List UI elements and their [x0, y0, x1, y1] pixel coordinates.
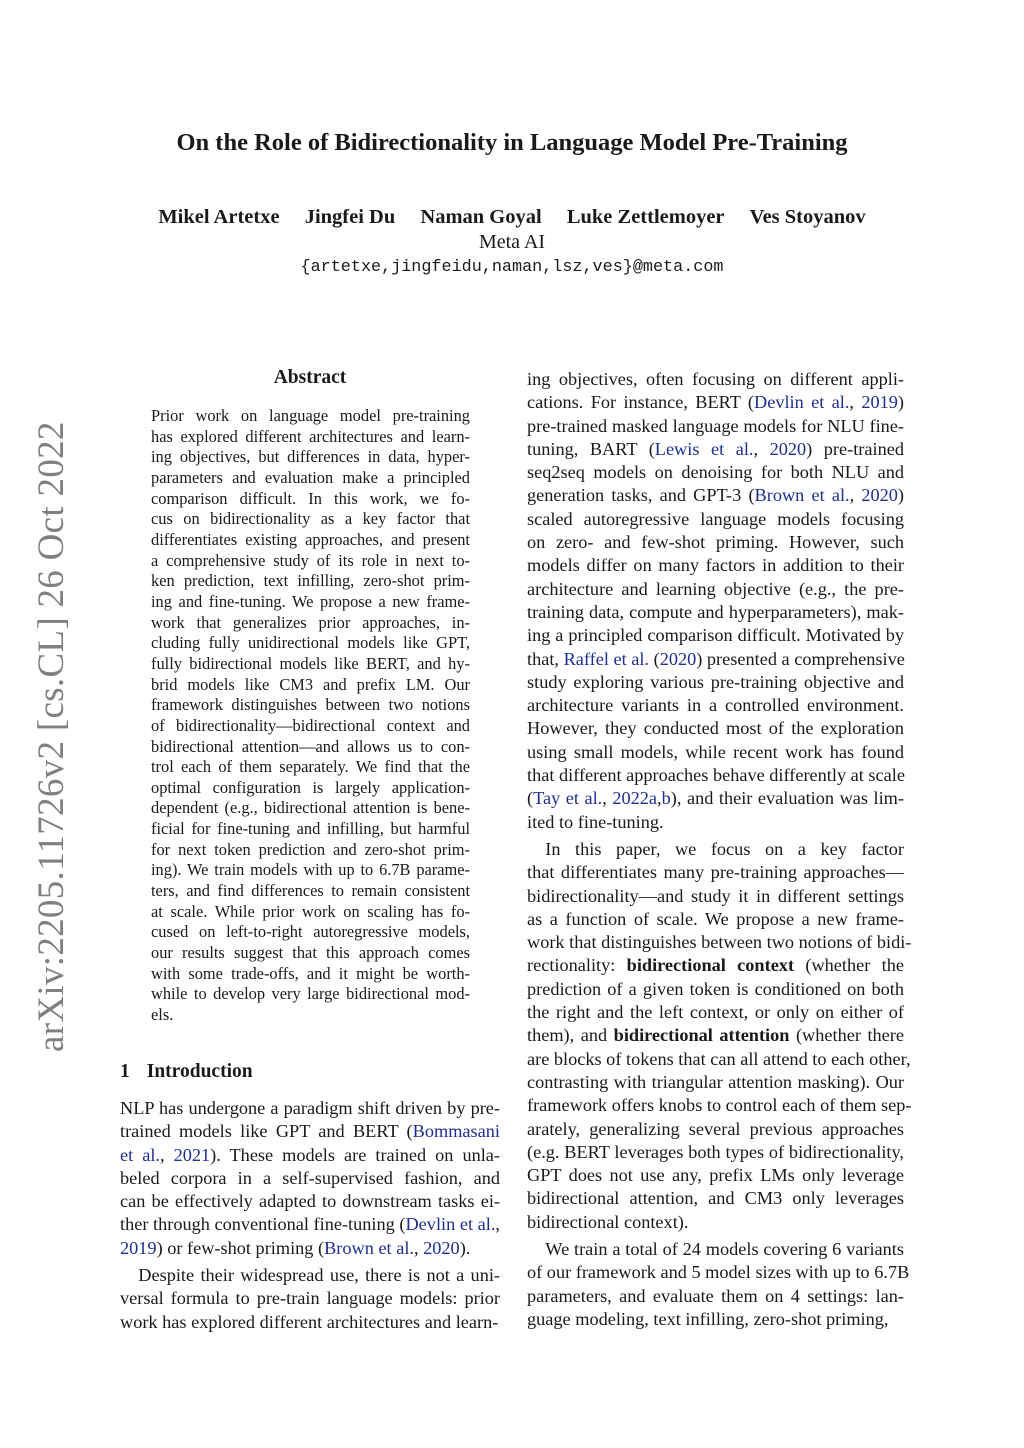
- author-name: Mikel Artetxe: [158, 206, 280, 228]
- text-line: that different approaches behave differently at scale: [527, 765, 905, 786]
- text-line: et al., 2021). These models are trained on unla-: [120, 1144, 501, 1165]
- text-line: pre-trained masked language models for NLU fine-: [527, 415, 904, 436]
- text-line: with some trade-offs, and it might be worth-: [151, 963, 470, 983]
- text-line: them), and bidirectional attention (whether there: [527, 1025, 904, 1046]
- citation-link[interactable]: 2020: [861, 485, 898, 506]
- affiliation: Meta AI: [478, 231, 546, 253]
- bold-term: bidirectional attention: [613, 1025, 790, 1046]
- abstract-body: [151, 406, 470, 1026]
- text-line: our results suggest that this approach comes: [151, 943, 470, 963]
- text-line: can be effectively adapted to downstream tasks ei-: [120, 1191, 500, 1212]
- text-line: are blocks of tokens that can all attend to each other,: [527, 1048, 911, 1069]
- text-line: using small models, while recent work has found: [527, 741, 904, 762]
- text-line: We train a total of 24 models covering 6 variants: [527, 1238, 904, 1259]
- text-line: models differ on many factors in addition to their: [527, 555, 904, 576]
- text-line: framework offers knobs to control each of them sep-: [527, 1095, 912, 1116]
- text-line: versal formula to pre-train language models: prior: [120, 1288, 500, 1309]
- text-line: cused on left-to-right autoregressive models,: [151, 922, 470, 942]
- text-line: cus on bidirectionality as a key factor that: [151, 509, 470, 529]
- text-line: comparison difficult. In this work, we fo-: [151, 488, 470, 508]
- text-line: ther through conventional fine-tuning (Devlin et al.,: [120, 1214, 500, 1235]
- text-line: ters, and find differences to remain consistent: [151, 881, 470, 901]
- citation-link[interactable]: 2021: [173, 1144, 211, 1165]
- citation-link[interactable]: Brown et al.: [324, 1237, 414, 1258]
- citation-link[interactable]: 2020: [769, 438, 807, 459]
- text-line: Despite their widespread use, there is not a uni-: [120, 1265, 500, 1286]
- citation-link[interactable]: 2022a: [612, 788, 658, 809]
- paragraph: [527, 368, 904, 834]
- citation-link[interactable]: Brown et al.: [754, 485, 850, 506]
- text-line: bidirectional context).: [527, 1211, 689, 1232]
- text-line: ing a principled comparison difficult. Motivated by: [527, 625, 904, 646]
- text-line: fully bidirectional models like BERT, and hy-: [151, 653, 470, 673]
- text-line: dependent (e.g., bidirectional attention is bene-: [151, 798, 470, 818]
- text-line: ing objectives, often focusing on different appli-: [527, 369, 904, 389]
- text-line: cluding fully unidirectional models like GPT,: [151, 633, 470, 653]
- bold-term: bidirectional context: [626, 955, 795, 976]
- text-line: of our framework and 5 model sizes with up to 6.7B: [527, 1262, 910, 1283]
- paragraph: [527, 1238, 910, 1331]
- author-name: Jingfei Du: [304, 206, 396, 228]
- citation-link[interactable]: Devlin et al.: [754, 392, 850, 413]
- text-line: optimal configuration is largely application-: [151, 777, 470, 797]
- text-line: of bidirectionality—bidirectional context and: [151, 715, 470, 735]
- text-line: that, Raffel et al. (2020) presented a comprehensive: [527, 648, 905, 669]
- text-line: ing and fine-tuning. We propose a new frame-: [151, 591, 470, 611]
- left-column-body: [120, 1097, 500, 1334]
- text-line: ing). We train models with up to 6.7B parame-: [151, 860, 470, 880]
- text-line: (e.g. BERT leverages both types of bidirectionality,: [527, 1141, 904, 1162]
- section-number: 1: [120, 1061, 130, 1082]
- text-line: prediction of a given token is conditioned on both: [527, 978, 904, 999]
- text-line: Prior work on language model pre-training: [151, 406, 470, 425]
- text-line: bidirectional attention—and allows us to con-: [151, 736, 470, 756]
- abstract-heading: Abstract: [273, 367, 347, 388]
- paragraph: [120, 1097, 500, 1260]
- text-line: brid models like CM3 and prefix LM. Our: [151, 674, 470, 694]
- citation-link[interactable]: 2020: [659, 648, 697, 669]
- text-line: ited to fine-tuning.: [527, 811, 664, 832]
- author-emails: {artetxe,jingfeidu,naman,lsz,ves}@meta.com: [300, 258, 724, 277]
- text-line: scaled autoregressive language models focusing: [527, 508, 904, 529]
- author-name: Naman Goyal: [420, 206, 542, 228]
- text-line: the right and the left context, or only on either of: [527, 1002, 904, 1023]
- citation-link[interactable]: Bommasani: [412, 1121, 500, 1142]
- text-line: guage modeling, text infilling, zero-shot priming,: [527, 1308, 889, 1329]
- citation-link[interactable]: b: [661, 788, 671, 809]
- text-line: tuning, BART (Lewis et al., 2020) pre-trained: [527, 438, 904, 459]
- citation-link[interactable]: Raffel et al.: [563, 648, 650, 669]
- text-line: architecture variants in a controlled environment.: [527, 695, 904, 716]
- text-line: contrasting with triangular attention masking). Our: [527, 1071, 904, 1092]
- text-line: trol each of them separately. We find that the: [151, 757, 470, 777]
- text-line: However, they conducted most of the exploration: [527, 718, 904, 739]
- text-line: beled corpora in a self-supervised fashion, and: [120, 1167, 500, 1188]
- paper-title: On the Role of Bidirectionality in Language Model Pre-Training: [176, 129, 848, 156]
- citation-link[interactable]: Tay et al.: [533, 788, 603, 809]
- text-line: differentiates existing approaches, and present: [151, 529, 470, 549]
- text-line: that differentiates many pre-training approaches—: [527, 862, 904, 883]
- author-name: Ves Stoyanov: [749, 206, 866, 228]
- text-line: bidirectional attention, and CM3 only leverages: [527, 1188, 904, 1209]
- text-line: framework distinguishes between two notions: [151, 695, 470, 715]
- text-line: In this paper, we focus on a key factor: [527, 838, 904, 859]
- author-list: [0, 206, 1024, 229]
- text-line: parameters and evaluation make a principled: [151, 467, 470, 487]
- citation-link[interactable]: 2019: [120, 1237, 157, 1258]
- text-line: work that distinguishes between two notions of bidi-: [527, 932, 912, 953]
- text-line: (Tay et al., 2022a,b), and their evaluation was lim-: [527, 788, 904, 809]
- text-line: arately, generalizing several previous approaches: [527, 1118, 904, 1139]
- text-line: architecture and learning objective (e.g., the pre-: [527, 578, 904, 599]
- text-line: a comprehensive study of its role in next to-: [151, 550, 470, 570]
- paragraph: [120, 1264, 500, 1334]
- citation-link[interactable]: Lewis et al.: [654, 438, 754, 459]
- text-line: ken prediction, text infilling, zero-shot prim-: [151, 571, 470, 591]
- text-line: ficial for fine-tuning and infilling, but harmful: [151, 819, 470, 839]
- text-line: generation tasks, and GPT-3 (Brown et al., 2020): [527, 485, 904, 506]
- text-line: as a function of scale. We propose a new frame-: [527, 908, 904, 929]
- section-heading-introduction: [120, 1061, 253, 1083]
- text-line: training data, compute and hyperparameters), mak-: [527, 601, 904, 622]
- text-line: study exploring various pre-training objective and: [527, 671, 904, 692]
- paragraph: [527, 838, 912, 1234]
- text-line: for next token prediction and zero-shot prim-: [151, 839, 470, 859]
- text-line: bidirectionality—and study it in different settings: [527, 885, 904, 906]
- text-line: has explored different architectures and learn-: [151, 426, 470, 446]
- text-line: trained models like GPT and BERT (Bommasani: [120, 1121, 500, 1142]
- text-line: on zero- and few-shot priming. However, such: [527, 532, 904, 553]
- citation-link[interactable]: 2020: [423, 1237, 460, 1258]
- text-line: seq2seq models on denoising for both NLU and: [527, 462, 904, 483]
- text-line: work that generalizes prior approaches, in-: [151, 612, 470, 632]
- text-line: ing objectives, but differences in data, hyper-: [151, 447, 470, 467]
- citation-link[interactable]: 2019: [861, 392, 898, 413]
- text-line: while to develop very large bidirectional mod-: [151, 984, 470, 1004]
- citation-link[interactable]: et al.: [120, 1144, 160, 1165]
- text-line: els.: [151, 1005, 174, 1025]
- arxiv-identifier: arXiv:2205.11726v2 [cs.CL] 26 Oct 2022: [31, 421, 72, 1052]
- text-line: parameters, and evaluate them on 4 settings: lan-: [527, 1285, 904, 1306]
- citation-link[interactable]: Devlin et al.: [405, 1214, 496, 1235]
- text-line: rectionality: bidirectional context (whether the: [527, 955, 904, 976]
- section-title: Introduction: [146, 1061, 253, 1082]
- author-name: Luke Zettlemoyer: [566, 206, 725, 228]
- text-line: at scale. While prior work on scaling has fo-: [151, 901, 470, 921]
- right-column-body: [527, 368, 912, 1331]
- text-line: work has explored different architectures and learn-: [120, 1311, 499, 1332]
- text-line: cations. For instance, BERT (Devlin et al., 2019): [527, 392, 904, 413]
- text-line: 2019) or few-shot priming (Brown et al., 2020).: [120, 1237, 471, 1258]
- text-line: GPT does not use any, prefix LMs only leverage: [527, 1165, 904, 1186]
- text-line: NLP has undergone a paradigm shift driven by pre-: [120, 1098, 500, 1118]
